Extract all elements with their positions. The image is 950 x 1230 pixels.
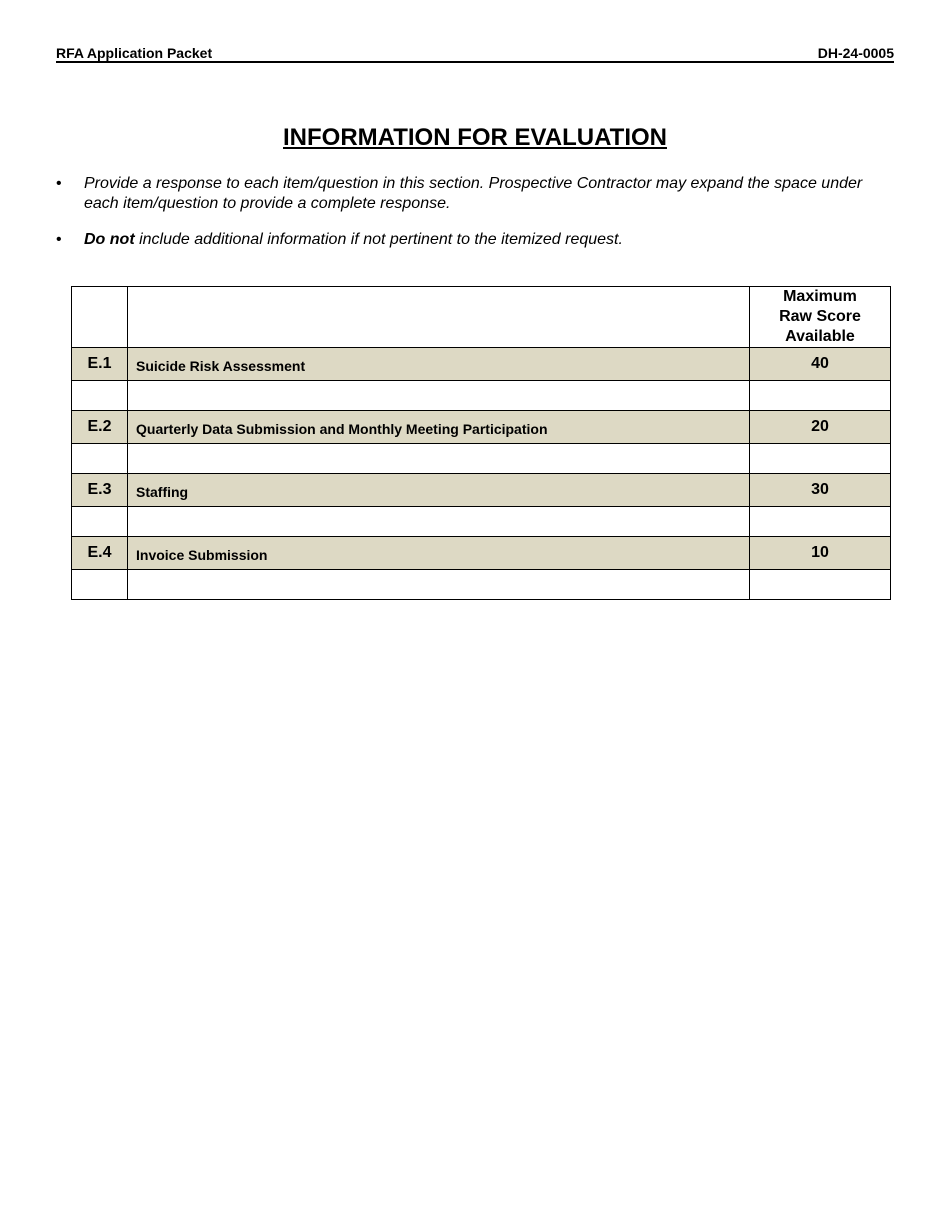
instruction-item (56, 230, 896, 250)
instruction-text: include additional information if not pertinent to the itemized request. (134, 231, 623, 248)
response-cell[interactable] (128, 507, 750, 537)
item-number: E.1 (72, 348, 128, 381)
table-header-row (72, 287, 891, 348)
response-row (72, 444, 891, 474)
item-label: Invoice Submission (128, 537, 750, 570)
header-cell-blank (128, 287, 750, 348)
instruction-list (56, 174, 896, 266)
item-score: 20 (750, 411, 891, 444)
table-row-item (72, 474, 891, 507)
page-title: INFORMATION FOR EVALUATION (283, 124, 667, 151)
response-cell[interactable] (128, 444, 750, 474)
instruction-text: Provide a response to each item/question in this section. Prospective Contractor may expand the space under each item/question to provide a complete response. (84, 175, 863, 212)
item-label: Staffing (128, 474, 750, 507)
response-cell[interactable] (128, 570, 750, 600)
table-row-item (72, 537, 891, 570)
item-label: Quarterly Data Submission and Monthly Meeting Participation (128, 411, 750, 444)
bullet-icon: • (56, 175, 62, 192)
instruction-emphasis: Do not (84, 231, 135, 248)
score-column-header: Maximum Raw Score Available (750, 287, 891, 348)
item-number: E.2 (72, 411, 128, 444)
item-score: 10 (750, 537, 891, 570)
header-document-id: DH-24-0005 (817, 45, 894, 61)
page-header (56, 45, 894, 63)
table-row-item (72, 348, 891, 381)
response-cell[interactable] (128, 381, 750, 411)
instruction-item (56, 174, 896, 214)
response-row (72, 381, 891, 411)
table-row-item (72, 411, 891, 444)
response-row (72, 507, 891, 537)
item-number: E.3 (72, 474, 128, 507)
response-row (72, 570, 891, 600)
bullet-icon: • (56, 231, 62, 248)
header-packet-title: RFA Application Packet (56, 45, 213, 61)
item-score: 40 (750, 348, 891, 381)
item-label: Suicide Risk Assessment (128, 348, 750, 381)
item-score: 30 (750, 474, 891, 507)
evaluation-table (71, 286, 891, 600)
item-number: E.4 (72, 537, 128, 570)
header-cell-blank (72, 287, 128, 348)
